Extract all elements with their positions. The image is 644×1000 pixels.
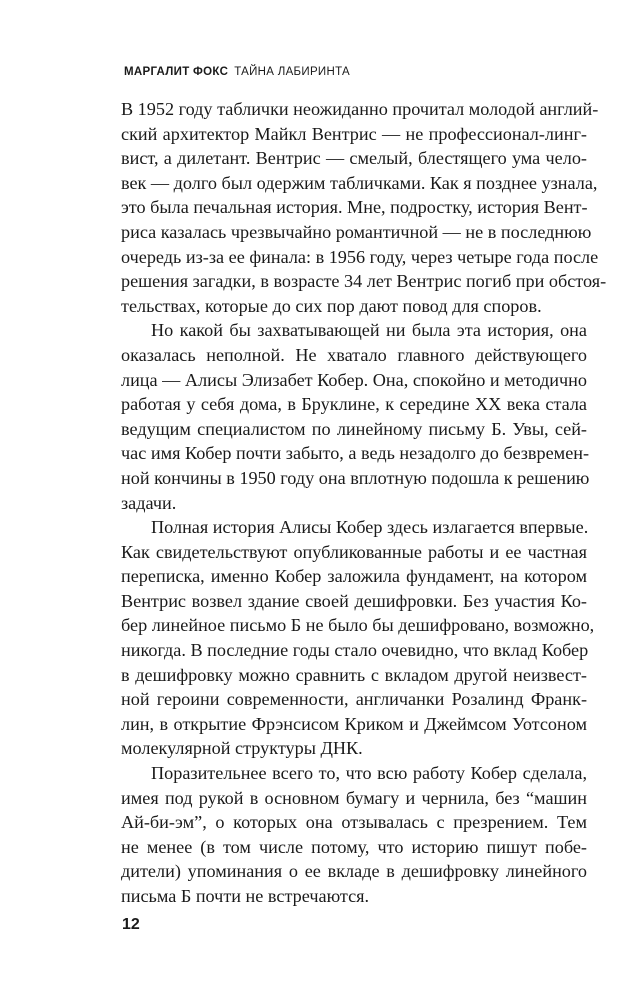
text-line: работая у себя дома, в Бруклине, к середине XX века стала [121,394,587,415]
page-number: 12 [122,916,140,933]
text-line: ведущим специалистом по линейному письму Б. Увы, сей- [121,418,587,439]
text-line: молекулярной структуры ДНК. [121,738,363,759]
running-head-author: МАРГАЛИТ ФОКС [124,66,229,78]
paragraph [121,318,590,515]
text-line: В 1952 году таблички неожиданно прочитал молодой англий- [121,99,599,119]
paragraph [121,761,587,909]
text-line: ной кончины в 1950 году она вплотную подошла к решению [121,467,590,488]
text-line: лин, в открытие Фрэнсисом Криком и Джеймсом Уотсоном [121,713,587,734]
text-line: решения загадки, в возрасте 34 лет Вентрис погиб при обстоя- [121,271,607,292]
running-head-title: ТАЙНА ЛАБИРИНТА [234,66,351,78]
text-line: оказалась неполной. Не хватало главного действующего [121,344,587,365]
text-line: дители) упоминания о ее вкладе в дешифровку линейного [121,861,587,882]
text-line: переписка, именно Кобер заложила фундамент, на котором [121,566,587,587]
text-line: в дешифровку можно сравнить с вкладом другой неизвест- [121,664,587,685]
text-line: задачи. [121,492,177,513]
text-line: ной героини современности, англичанки Розалинд Франк- [121,689,587,710]
paragraph [121,515,595,761]
text-line: бер линейное письмо Б не было бы дешифровано, возможно, [121,615,595,636]
text-line: имея под рукой в основном бумагу и чернила, без “машин [121,787,587,808]
text-line: Вентрис возвел здание своей дешифровки. Без участия Ко- [121,590,587,611]
text-line: письма Б почти не встречаются. [121,886,370,906]
text-line: Поразительнее всего то, что всю работу Кобер сделала, [151,763,587,784]
text-line: не менее (в том числе потому, что историю пишут побе- [121,836,587,857]
text-line: Но какой бы захватывающей ни была эта история, она [151,320,587,341]
text-line: лица — Алисы Элизабет Кобер. Она, спокойно и методично [121,369,587,390]
body-text [121,97,607,909]
text-line: вист, а дилетант. Вентрис — смелый, блестящего ума чело- [121,148,587,169]
running-head [124,66,350,78]
text-line: риса казалась чрезвычайно романтичной — не в последнюю [121,221,592,242]
text-line: Полная история Алисы Кобер здесь излагается впервые. [151,517,589,538]
text-line: Ай-би-эм”, о которых она отзывалась с презрением. Тем [121,812,587,833]
text-line: час имя Кобер почти забыто, а ведь незадолго до безвремен- [121,443,590,464]
text-line: век — долго был одержим табличками. Как я позднее узнала, [121,172,598,193]
text-line: Как свидетельствуют опубликованные работы и ее частная [121,541,587,562]
paragraph [121,97,607,318]
text-line: это была печальная история. Мне, подростку, история Вент- [121,197,588,218]
text-line: никогда. В последние годы стало очевидно, что вклад Кобер [121,640,589,661]
text-line: тельствах, которые до сих пор дают повод для споров. [121,295,542,316]
text-line: ский архитектор Майкл Вентрис — не профессионал-линг- [121,123,587,144]
text-line: очередь из-за ее финала: в 1956 году, через четыре года после [121,246,599,267]
